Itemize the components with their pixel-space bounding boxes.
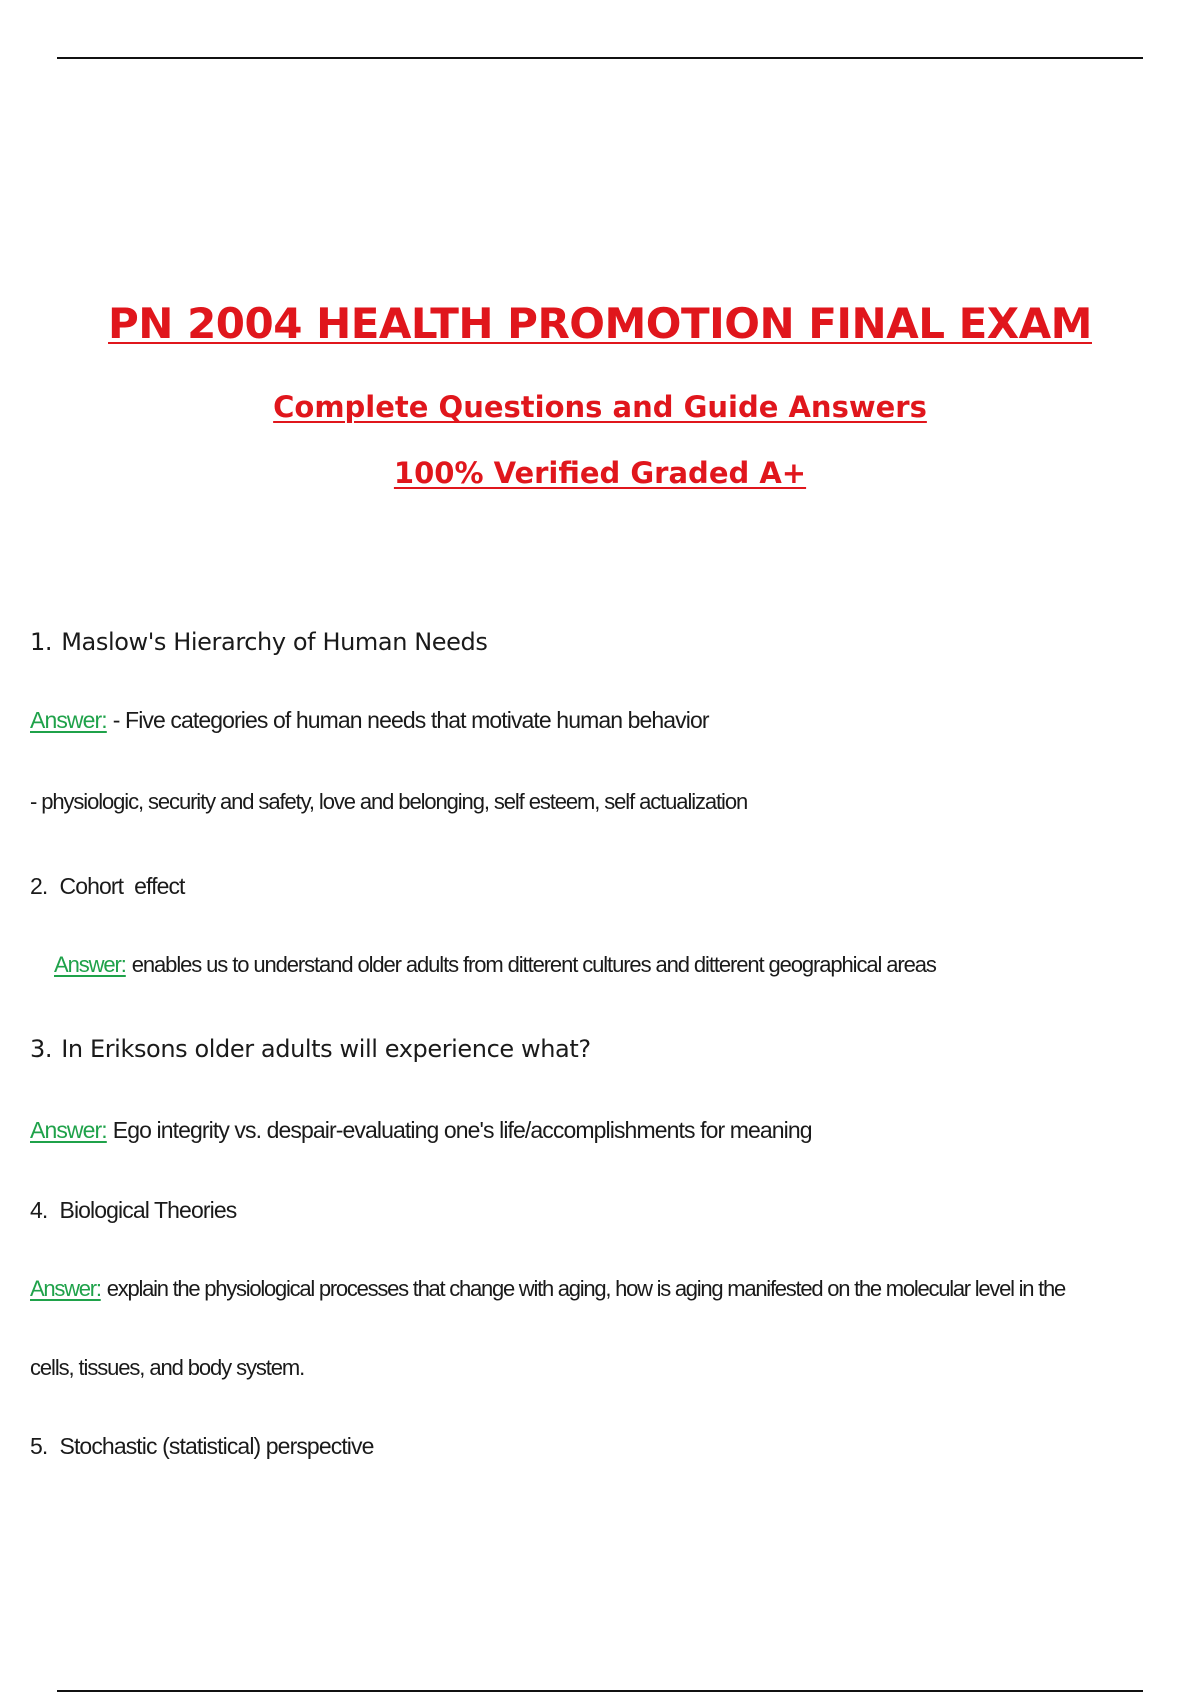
answer-1: [30, 703, 1180, 737]
answer-label: Answer:: [54, 952, 126, 977]
answer-1-continued: - physiologic, security and safety, love and belonging, self esteem, self actualization: [30, 789, 748, 814]
top-rule: [57, 57, 1143, 59]
question-number: 4.: [30, 1197, 48, 1223]
bottom-rule: [57, 1690, 1143, 1692]
question-number: 1.: [30, 628, 53, 656]
answer-4-continued: cells, tissues, and body system.: [30, 1355, 305, 1380]
question-3: [30, 1032, 1180, 1066]
answer-text: enables us to understand older adults from ditterent cultures and ditterent geographical areas: [131, 952, 936, 977]
answer-text: Ego integrity vs. despair-evaluating one's life/accomplishments for meaning: [112, 1117, 812, 1143]
grade-banner: 100% Verified Graded A+: [393, 456, 807, 490]
answer-text: - Five categories of human needs that motivate human behavior: [112, 707, 709, 733]
question-text: Maslow's Hierarchy of Human Needs: [61, 628, 488, 656]
question-4: [30, 1193, 1180, 1227]
answer-text: explain the physiological processes that change with aging, how is aging manifested on the molecular level in the: [106, 1276, 1065, 1301]
answer-2: [54, 948, 1180, 982]
question-2: [30, 869, 1180, 903]
question-text: In Eriksons older adults will experience what?: [61, 1035, 591, 1063]
document-title: PN 2004 HEALTH PROMOTION FINAL EXAM: [108, 299, 1092, 348]
answer-label: Answer:: [30, 1276, 101, 1301]
answer-label: Answer:: [30, 1117, 107, 1143]
answer-3: [30, 1113, 1180, 1147]
question-5: [30, 1429, 1180, 1463]
question-text: Cohort effect: [59, 873, 185, 899]
answer-label: Answer:: [30, 707, 107, 733]
question-number: 2.: [30, 873, 48, 899]
document-subtitle: Complete Questions and Guide Answers: [273, 390, 927, 424]
question-number: 5.: [30, 1433, 48, 1459]
question-text: Biological Theories: [59, 1197, 237, 1223]
question-1: [30, 625, 1180, 659]
question-number: 3.: [30, 1035, 53, 1063]
question-text: Stochastic (statistical) perspective: [59, 1433, 374, 1459]
answer-4: [30, 1272, 1180, 1306]
